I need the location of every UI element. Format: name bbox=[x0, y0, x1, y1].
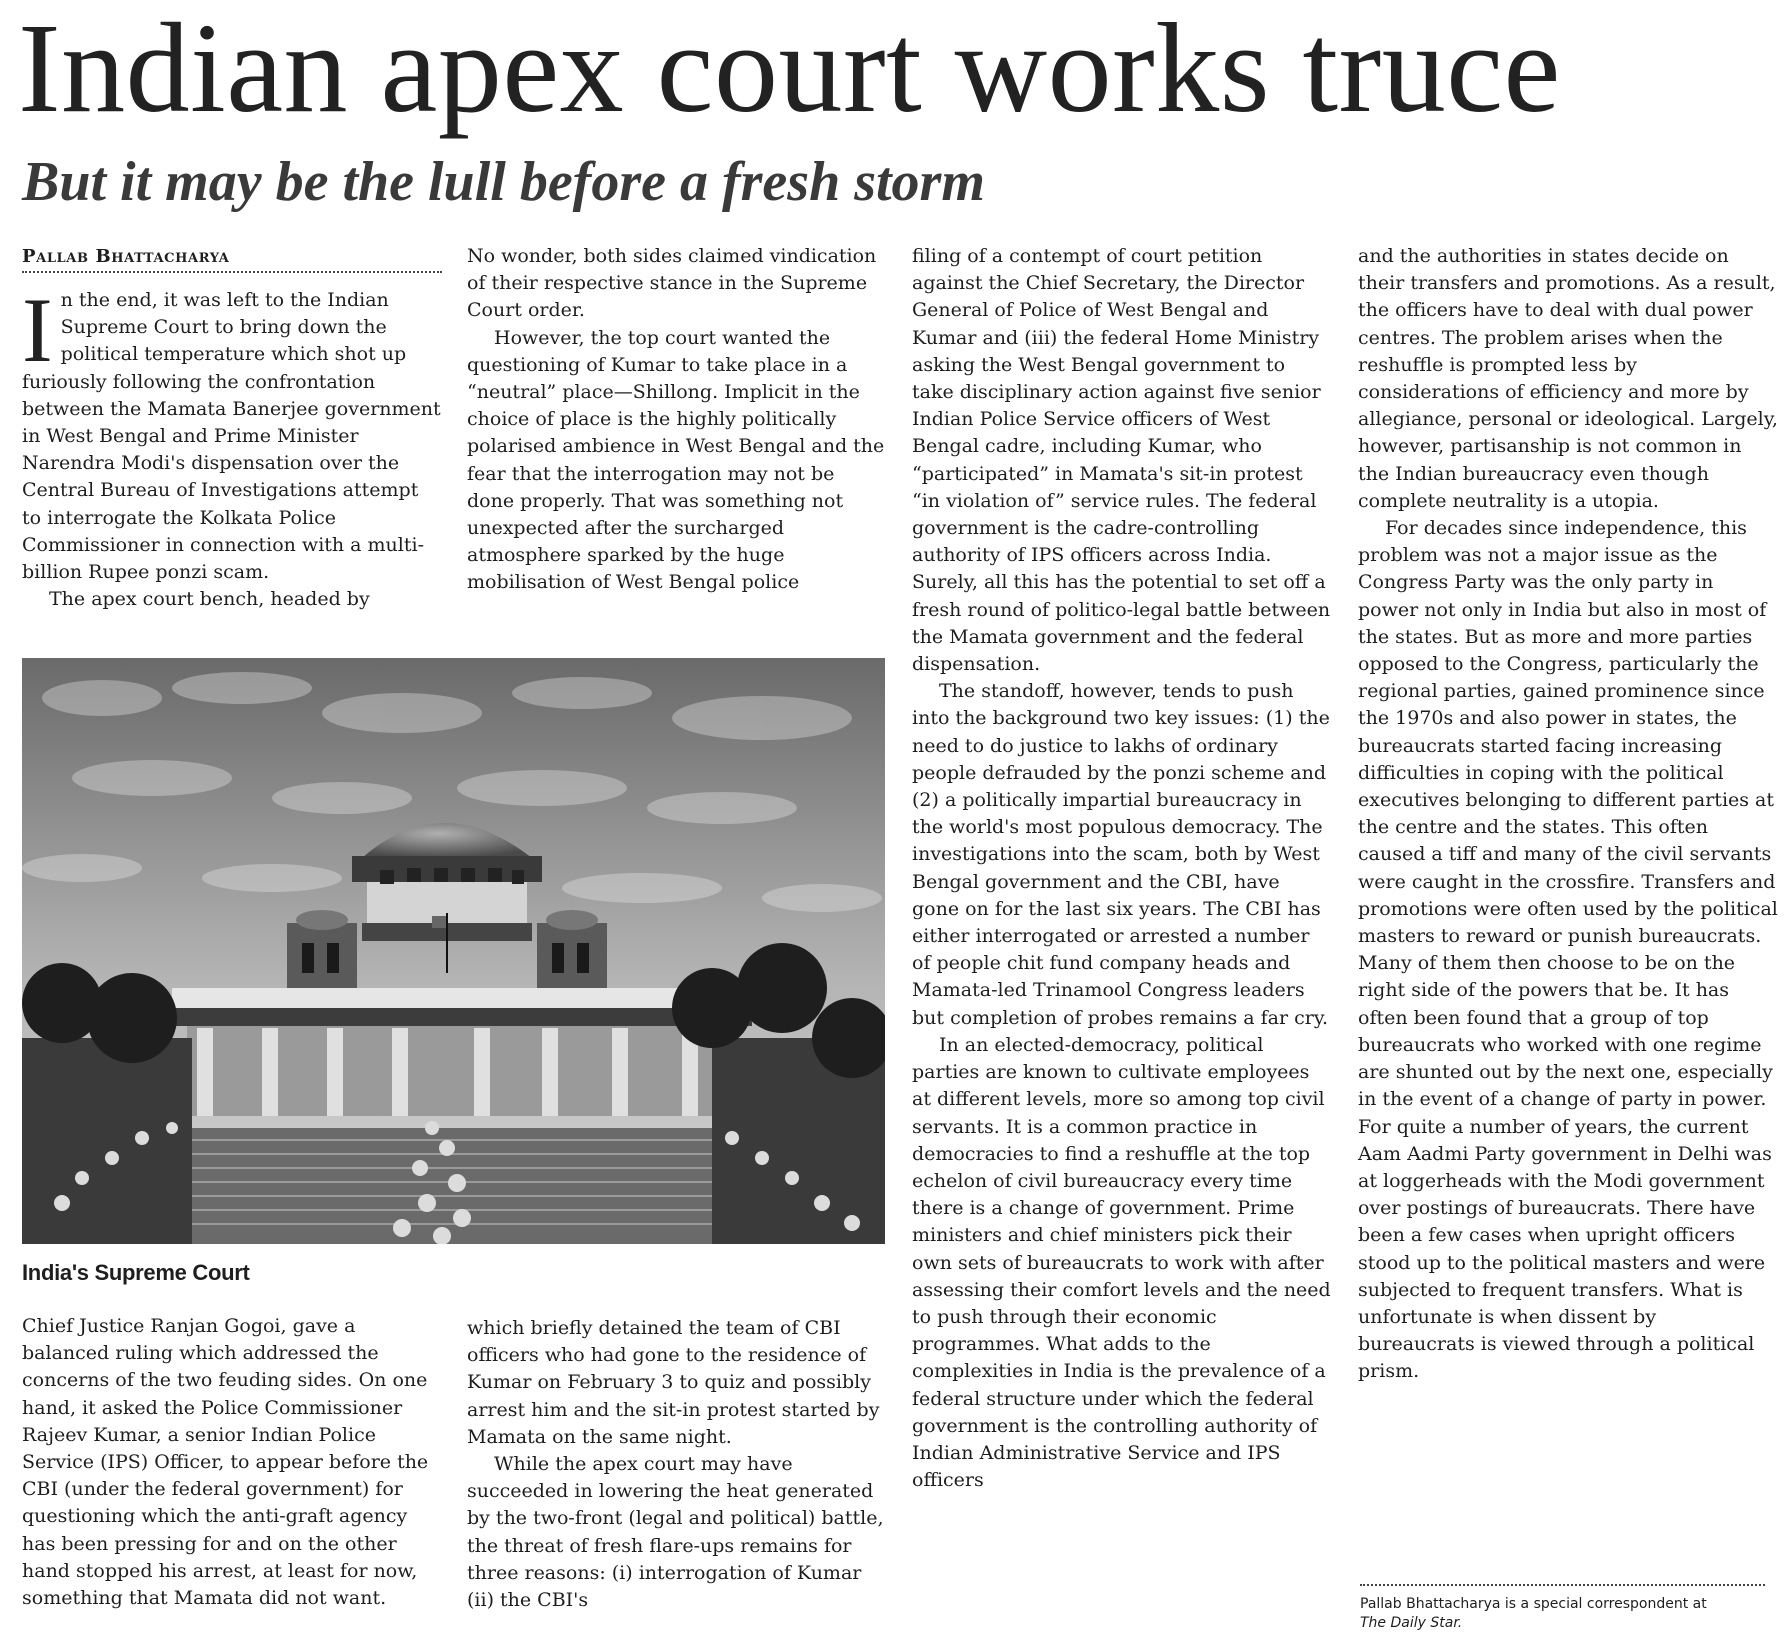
paragraph: For decades since independence, this problem was not a major issue as the Congress Party was the only party in power not only in India but also in most of the states. But as more and more parties opposed to the Congress, particularly the regional parties, gained prominence since the 1970s and also power in states, the bureaucrats started facing increasing difficulties in coping with the political executives belonging to different parties at the centre and the states. This often caused a tiff and many of the civil servants were caught in the crossfire. Transfers and promotions were often used by the political masters to reward or punish bureaucrats. Many of them then choose to be on the right side of the powers that be. It has often been found that a group of top bureaucrats who worked with one regime are shunted out by the next one, especially in the event of a change of party in power. For quite a number of years, the current Aam Aadmi Party government in Delhi was at loggerheads with the Modi government over postings of bureaucrats. There have been a few cases when upright officers stood up to the political masters and were subjected to frequent transfers. What is unfortunate is when dissent by bureaucrats is viewed through a political prism. bbox=[1358, 517, 1778, 1383]
column-2-top bbox=[467, 243, 887, 597]
footnote-text: Pallab Bhattacharya is a special correspondent at bbox=[1360, 1596, 1707, 1612]
paragraph-text: n the end, it was left to the Indian Supreme Court to bring down the political temperature which shot up furiously following the confrontation between the Mamata Banerjee government in West Bengal and Prime Minister Narendra Modi's dispensation over the Central Bureau of Investigations attempt to interrogate the Kolkata Police Commissioner in connection with a multi-billion Rupee ponzi scam. bbox=[22, 289, 441, 584]
column-4 bbox=[1358, 243, 1778, 1386]
photo-caption: India's Supreme Court bbox=[22, 1260, 250, 1285]
column-3 bbox=[912, 243, 1332, 1494]
paragraph: which briefly detained the team of CBI officers who had gone to the residence of Kumar on February 3 to quiz and possibly arrest him and the sit-in protest started by Mamata on the same night. bbox=[467, 1317, 880, 1448]
author-footnote bbox=[1360, 1595, 1780, 1633]
footnote-divider bbox=[1360, 1584, 1765, 1586]
column-2-bottom bbox=[467, 1315, 887, 1614]
paragraph: Chief Justice Ranjan Gogoi, gave a balanced ruling which addressed the concerns of the two feuding sides. On one hand, it asked the Police Commissioner Rajeev Kumar, a senior Indian Police Service (IPS) Officer, to appear before the CBI (under the federal government) for questioning which the anti-graft agency has been pressing for and on the other hand stopped his arrest, at least for now, something that Mamata did not want. bbox=[22, 1315, 429, 1610]
paragraph: filing of a contempt of court petition against the Chief Secretary, the Director General of Police of West Bengal and Kumar and (iii) the federal Home Ministry asking the West Bengal government to take disciplinary action against five senior Indian Police Service officers of West Bengal cadre, including Kumar, who “participated” in Mamata's sit-in protest “in violation of” service rules. The federal government is the cadre-controlling authority of IPS officers across India. Surely, all this has the potential to set off a fresh round of politico-legal battle between the Mamata government and the federal dispensation. bbox=[912, 245, 1331, 676]
column-1-top bbox=[22, 279, 442, 613]
headline: Indian apex court works truce bbox=[18, 0, 1561, 139]
paragraph: No wonder, both sides claimed vindication of their respective stance in the Supreme Court order. bbox=[467, 245, 877, 322]
paragraph: In an elected-democracy, political parties are known to cultivate employees at different levels, more so among top civil servants. It is a common practice in democracies to find a reshuffle at the top echelon of civil bureaucracy every time there is a change of government. Prime ministers and chief ministers pick their own sets of bureaucrats to work with after assessing their comfort levels and the need to push through their economic programmes. What adds to the complexities in India is the prevalence of a federal structure under which the federal government is the controlling authority of Indian Administrative Service and IPS officers bbox=[912, 1033, 1331, 1492]
paragraph-lead bbox=[22, 279, 442, 586]
drop-cap: I bbox=[22, 279, 53, 381]
byline: Pallab Bhattacharya bbox=[22, 246, 442, 273]
publication-name: The Daily Star. bbox=[1360, 1615, 1463, 1631]
paragraph: and the authorities in states decide on their transfers and promotions. As a result, the officers have to deal with dual power centres. The problem arises when the reshuffle is prompted less by considerations of efficiency and more by allegiance, personal or ideological. Largely, however, partisanship is not common in the Indian bureaucracy even though complete neutrality is a utopia. bbox=[1358, 245, 1778, 512]
deck-subheadline: But it may be the lull before a fresh storm bbox=[22, 151, 985, 213]
supreme-court-illustration bbox=[22, 658, 885, 1244]
paragraph: While the apex court may have succeeded in lowering the heat generated by the two-front (legal and political) battle, the threat of fresh flare-ups remains for three reasons: (i) interrogation of Kumar (ii) the CBI's bbox=[467, 1453, 884, 1612]
paragraph: The standoff, however, tends to push into the background two key issues: (1) the need to do justice to lakhs of ordinary people defrauded by the ponzi scheme and (2) a politically impartial bureaucracy in the world's most populous democracy. The investigations into the scam, both by West Bengal government and the CBI, have gone on for the last six years. The CBI has either interrogated or arrested a number of people chit fund company heads and Mamata-led Trinamool Congress leaders but completion of probes remains a far cry. bbox=[912, 680, 1330, 1029]
column-1-bottom bbox=[22, 1313, 442, 1612]
paragraph: However, the top court wanted the questioning of Kumar to take place in a “neutral” place—Shillong. Implicit in the choice of place is the highly politically polarised ambience in West Bengal and the fear that the interrogation may not be done properly. That was something not unexpected after the surcharged atmosphere sparked by the huge mobilisation of West Bengal police bbox=[467, 326, 885, 594]
paragraph: The apex court bench, headed by bbox=[49, 588, 370, 611]
supreme-court-photo bbox=[22, 658, 885, 1244]
